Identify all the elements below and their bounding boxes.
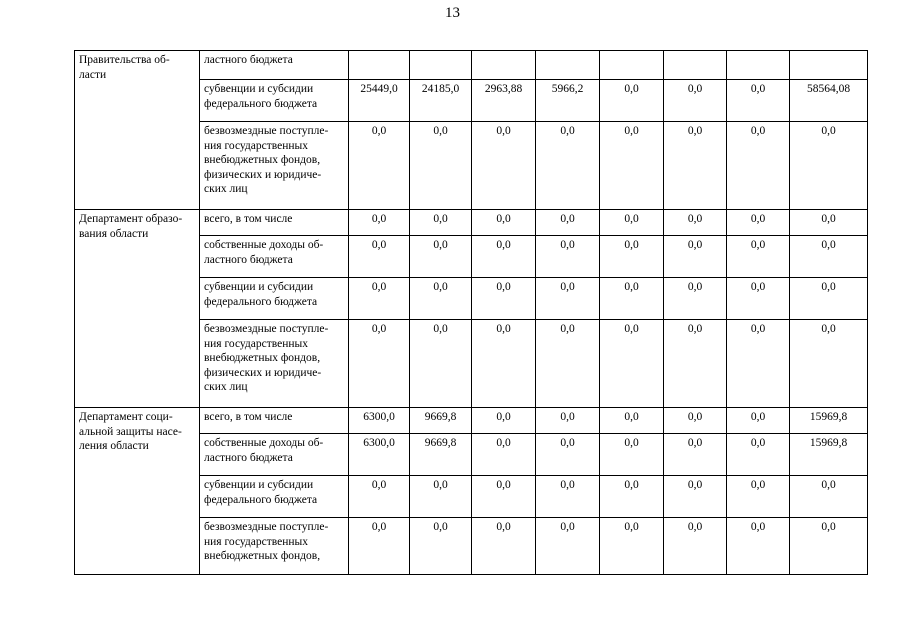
- value-cell: 0,0: [349, 210, 410, 236]
- value-cell: 5966,2: [536, 80, 600, 122]
- value-cell: 0,0: [536, 408, 600, 434]
- value-cell: 0,0: [664, 80, 727, 122]
- org-name-cell: Департамент соци- альной защиты насе- ления области: [75, 408, 200, 575]
- value-cell: 0,0: [727, 408, 790, 434]
- value-cell: 0,0: [349, 518, 410, 575]
- funding-source-cell: всего, в том числе: [200, 210, 349, 236]
- value-cell: 0,0: [664, 278, 727, 320]
- value-cell: 0,0: [472, 278, 536, 320]
- value-cell: 0,0: [727, 210, 790, 236]
- value-cell: 0,0: [664, 122, 727, 210]
- value-cell: 0,0: [727, 80, 790, 122]
- funding-source-cell: всего, в том числе: [200, 408, 349, 434]
- value-cell: 0,0: [472, 236, 536, 278]
- value-cell: 0,0: [536, 434, 600, 476]
- funding-source-cell: собственные доходы об- ластного бюджета: [200, 434, 349, 476]
- value-cell: 0,0: [600, 434, 664, 476]
- value-cell: 0,0: [349, 122, 410, 210]
- table-row: [75, 408, 868, 434]
- value-cell: 6300,0: [349, 408, 410, 434]
- value-cell: 0,0: [727, 122, 790, 210]
- value-cell: [727, 51, 790, 80]
- funding-source-cell: субвенции и субсидии федерального бюджета: [200, 80, 349, 122]
- value-cell: 0,0: [536, 210, 600, 236]
- value-cell: 0,0: [790, 518, 868, 575]
- value-cell: [472, 51, 536, 80]
- value-cell: 24185,0: [410, 80, 472, 122]
- value-cell: 0,0: [664, 320, 727, 408]
- table-row: [75, 210, 868, 236]
- value-cell: 58564,08: [790, 80, 868, 122]
- value-cell: 0,0: [790, 210, 868, 236]
- value-cell: 0,0: [600, 476, 664, 518]
- value-cell: 0,0: [536, 278, 600, 320]
- value-cell: 0,0: [727, 320, 790, 408]
- value-cell: 0,0: [664, 210, 727, 236]
- funding-source-cell: собственные доходы об- ластного бюджета: [200, 236, 349, 278]
- value-cell: 2963,88: [472, 80, 536, 122]
- value-cell: 0,0: [536, 236, 600, 278]
- value-cell: 0,0: [727, 278, 790, 320]
- value-cell: 0,0: [410, 476, 472, 518]
- value-cell: [790, 51, 868, 80]
- value-cell: 0,0: [472, 320, 536, 408]
- value-cell: 0,0: [600, 210, 664, 236]
- org-name-cell: Департамент образо- вания области: [75, 210, 200, 408]
- value-cell: 0,0: [536, 122, 600, 210]
- value-cell: 0,0: [664, 476, 727, 518]
- value-cell: 0,0: [349, 236, 410, 278]
- value-cell: 15969,8: [790, 434, 868, 476]
- value-cell: 0,0: [410, 122, 472, 210]
- value-cell: 0,0: [536, 320, 600, 408]
- funding-source-cell: безвозмездные поступле- ния государственных внебюджетных фондов,: [200, 518, 349, 575]
- budget-table: [74, 50, 868, 575]
- value-cell: 0,0: [727, 518, 790, 575]
- value-cell: [600, 51, 664, 80]
- value-cell: 0,0: [790, 476, 868, 518]
- value-cell: 0,0: [536, 476, 600, 518]
- value-cell: 0,0: [536, 518, 600, 575]
- funding-source-cell: ластного бюджета: [200, 51, 349, 80]
- value-cell: 0,0: [664, 518, 727, 575]
- funding-source-cell: субвенции и субсидии федерального бюджета: [200, 278, 349, 320]
- value-cell: 0,0: [410, 236, 472, 278]
- value-cell: 9669,8: [410, 408, 472, 434]
- value-cell: 0,0: [727, 236, 790, 278]
- value-cell: 0,0: [790, 122, 868, 210]
- value-cell: 0,0: [410, 320, 472, 408]
- funding-source-cell: безвозмездные поступле- ния государственных внебюджетных фондов, физических и юридиче- ских лиц: [200, 320, 349, 408]
- value-cell: 0,0: [790, 236, 868, 278]
- value-cell: 0,0: [600, 408, 664, 434]
- value-cell: 0,0: [790, 320, 868, 408]
- value-cell: 0,0: [727, 434, 790, 476]
- value-cell: 15969,8: [790, 408, 868, 434]
- value-cell: 0,0: [410, 518, 472, 575]
- value-cell: 0,0: [664, 434, 727, 476]
- value-cell: 0,0: [472, 408, 536, 434]
- value-cell: [536, 51, 600, 80]
- value-cell: 0,0: [600, 236, 664, 278]
- table-row: [75, 51, 868, 80]
- value-cell: 0,0: [349, 476, 410, 518]
- value-cell: 25449,0: [349, 80, 410, 122]
- page-number: 13: [445, 5, 460, 21]
- value-cell: [349, 51, 410, 80]
- value-cell: 0,0: [664, 236, 727, 278]
- value-cell: 0,0: [349, 278, 410, 320]
- value-cell: 0,0: [600, 80, 664, 122]
- value-cell: 0,0: [472, 434, 536, 476]
- value-cell: 0,0: [410, 278, 472, 320]
- value-cell: [410, 51, 472, 80]
- value-cell: 0,0: [600, 320, 664, 408]
- value-cell: 6300,0: [349, 434, 410, 476]
- value-cell: 0,0: [472, 210, 536, 236]
- value-cell: 0,0: [600, 518, 664, 575]
- org-name-cell: Правительства об- ласти: [75, 51, 200, 210]
- value-cell: 0,0: [349, 320, 410, 408]
- funding-source-cell: безвозмездные поступле- ния государственных внебюджетных фондов, физических и юридиче- ских лиц: [200, 122, 349, 210]
- value-cell: 0,0: [472, 518, 536, 575]
- value-cell: 0,0: [790, 278, 868, 320]
- value-cell: 0,0: [727, 476, 790, 518]
- value-cell: [664, 51, 727, 80]
- value-cell: 0,0: [410, 210, 472, 236]
- funding-source-cell: субвенции и субсидии федерального бюджета: [200, 476, 349, 518]
- value-cell: 0,0: [600, 122, 664, 210]
- value-cell: 0,0: [600, 278, 664, 320]
- value-cell: 9669,8: [410, 434, 472, 476]
- value-cell: 0,0: [664, 408, 727, 434]
- value-cell: 0,0: [472, 476, 536, 518]
- value-cell: 0,0: [472, 122, 536, 210]
